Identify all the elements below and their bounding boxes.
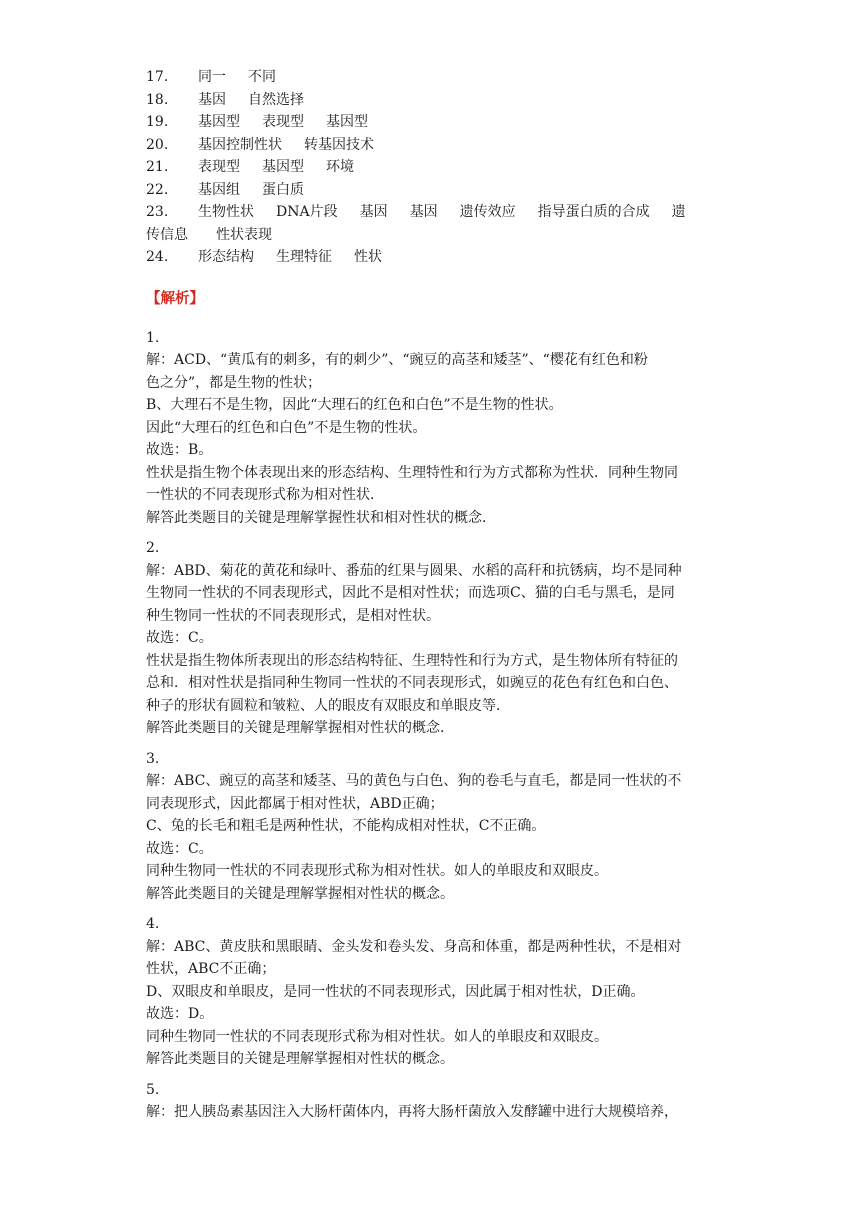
explanation-line: 种子的形状有圆粒和皱粒、人的眼皮有双眼皮和单眼皮等． bbox=[146, 697, 510, 714]
answer-item: 基因控制性状 bbox=[198, 136, 282, 153]
question-number: 1. bbox=[146, 329, 160, 346]
document-page bbox=[146, 66, 716, 1132]
explanation-line: 因此“大理石的红色和白色”不是生物的性状。 bbox=[146, 419, 427, 436]
answer-number: 18. bbox=[146, 91, 169, 108]
answer-item: 同一 bbox=[198, 69, 226, 85]
explanation-line: 解：把人胰岛素基因注入大肠杆菌体内，再将大肠杆菌放入发酵罐中进行大规模培养， bbox=[146, 1104, 678, 1120]
question-number: 2. bbox=[146, 540, 160, 556]
answer-row bbox=[146, 134, 716, 157]
answer-number: 17. bbox=[146, 69, 169, 85]
answer-item: 基因 bbox=[359, 204, 388, 220]
question-number: 5. bbox=[146, 1081, 160, 1098]
explanation-block bbox=[146, 913, 716, 1071]
explanation-line: 同种生物同一性状的不同表现形式称为相对性状。如人的单眼皮和双眼皮。 bbox=[146, 1028, 608, 1045]
answer-item: 基因 bbox=[409, 204, 438, 220]
answer-item: 表现型 bbox=[262, 114, 304, 130]
explanation-line: 性状是指生物个体表现出来的形态结构、生理特性和行为方式都称为性状．同种生物同 bbox=[146, 464, 678, 481]
explanation-line: 解答此类题目的关键是理解掌握相对性状的概念。 bbox=[146, 885, 454, 902]
answer-item: 生物性状 bbox=[198, 204, 254, 220]
answer-row bbox=[146, 201, 716, 224]
answer-item: 遗 bbox=[671, 204, 686, 220]
explanation-line: 解答此类题目的关键是理解掌握相对性状的概念。 bbox=[146, 1051, 454, 1067]
answer-item: 蛋白质 bbox=[262, 181, 304, 198]
explanation-block bbox=[146, 537, 716, 740]
explanation-line: C、兔的长毛和粗毛是两种性状，不能构成相对性状，C不正确。 bbox=[146, 818, 546, 834]
answer-row bbox=[146, 89, 716, 112]
answer-item: 基因型 bbox=[262, 159, 304, 175]
answer-number: 20. bbox=[146, 136, 169, 153]
answer-list bbox=[146, 66, 716, 269]
answer-number: 22. bbox=[146, 181, 169, 198]
answer-item: 遗传效应 bbox=[459, 204, 516, 220]
explanation-block bbox=[146, 1079, 716, 1124]
explanation-line: 性状是指生物体所表现出的形态结构特征、生理特性和行为方式，是生物体所有特征的 bbox=[146, 652, 678, 669]
answer-row bbox=[146, 179, 716, 202]
answer-item: 性状 bbox=[354, 249, 382, 265]
answer-item: 生理特征 bbox=[276, 249, 332, 265]
explanation-line: 性状，ABC不正确； bbox=[146, 961, 276, 977]
answer-row bbox=[146, 66, 716, 89]
explanation-list bbox=[146, 327, 716, 1124]
answer-row bbox=[146, 246, 716, 269]
explanation-line: 一性状的不同表现形式称为相对性状． bbox=[146, 487, 384, 503]
explanation-block bbox=[146, 327, 716, 530]
explanation-line: 解答此类题目的关键是理解掌握性状和相对性状的概念． bbox=[146, 509, 496, 526]
answer-item: 形态结构 bbox=[198, 249, 254, 265]
explanation-line: 解：ABC、黄皮肤和黑眼睛、金头发和卷头发、身高和体重，都是两种性状，不是相对 bbox=[146, 938, 682, 955]
explanation-block bbox=[146, 748, 716, 906]
section-heading: 【解析】 bbox=[146, 289, 204, 307]
explanation-line: D、双眼皮和单眼皮，是同一性状的不同表现形式，因此属于相对性状，D正确。 bbox=[146, 983, 645, 1000]
answer-item: 基因型 bbox=[326, 114, 368, 130]
question-number: 3. bbox=[146, 750, 160, 767]
explanation-line: 故选：D。 bbox=[146, 1006, 214, 1022]
explanation-line: 解答此类题目的关键是理解掌握相对性状的概念． bbox=[146, 720, 454, 736]
answer-number: 21. bbox=[146, 159, 169, 175]
explanation-line: 生物同一性状的不同表现形式，因此不是相对性状；而选项C、猫的白毛与黑毛，是同 bbox=[146, 585, 675, 601]
answer-number: 19. bbox=[146, 114, 169, 130]
question-number: 4. bbox=[146, 916, 160, 932]
answer-item: 指导蛋白质的合成 bbox=[537, 204, 650, 220]
answer-row bbox=[146, 111, 716, 134]
answer-item: 转基因技术 bbox=[304, 136, 374, 153]
answer-item: 基因 bbox=[198, 91, 226, 108]
answer-item: 自然选择 bbox=[248, 91, 304, 108]
explanation-line: 解：ABC、豌豆的高茎和矮茎、马的黄色与白色、狗的卷毛与直毛，都是同一性状的不 bbox=[146, 773, 682, 789]
explanation-line: 故选：C。 bbox=[146, 630, 213, 646]
explanation-line: 色之分”，都是生物的性状； bbox=[146, 374, 322, 391]
explanation-line: 种生物同一性状的不同表现形式，是相对性状。 bbox=[146, 607, 440, 624]
explanation-line: 同表现形式，因此都属于相对性状，ABD正确； bbox=[146, 795, 444, 812]
answer-continuation: 传信息 性状表现 bbox=[146, 226, 272, 243]
answer-number: 24. bbox=[146, 249, 169, 265]
explanation-line: 解：ACD、“黄瓜有的刺多，有的刺少”、“豌豆的高茎和矮茎”、“樱花有红色和粉 bbox=[146, 352, 648, 368]
explanation-line: 故选：B。 bbox=[146, 442, 213, 458]
answer-item: 基因组 bbox=[198, 181, 240, 198]
answer-row bbox=[146, 156, 716, 179]
answer-item: 基因型 bbox=[198, 114, 240, 130]
explanation-line: 总和．相对性状是指同种生物同一性状的不同表现形式，如豌豆的花色有红色和白色、 bbox=[146, 675, 678, 691]
answer-item: 不同 bbox=[248, 69, 276, 85]
explanation-line: 故选：C。 bbox=[146, 840, 213, 857]
answer-item: 表现型 bbox=[198, 159, 240, 175]
explanation-line: B、大理石不是生物，因此“大理石的红色和白色”不是生物的性状。 bbox=[146, 397, 563, 413]
explanation-line: 同种生物同一性状的不同表现形式称为相对性状。如人的单眼皮和双眼皮。 bbox=[146, 863, 608, 879]
answer-item: DNA片段 bbox=[276, 204, 338, 220]
explanation-line: 解：ABD、菊花的黄花和绿叶、番茄的红果与圆果、水稻的高秆和抗锈病，均不是同种 bbox=[146, 562, 682, 579]
answer-item: 环境 bbox=[326, 159, 354, 175]
answer-number: 23. bbox=[146, 204, 169, 220]
